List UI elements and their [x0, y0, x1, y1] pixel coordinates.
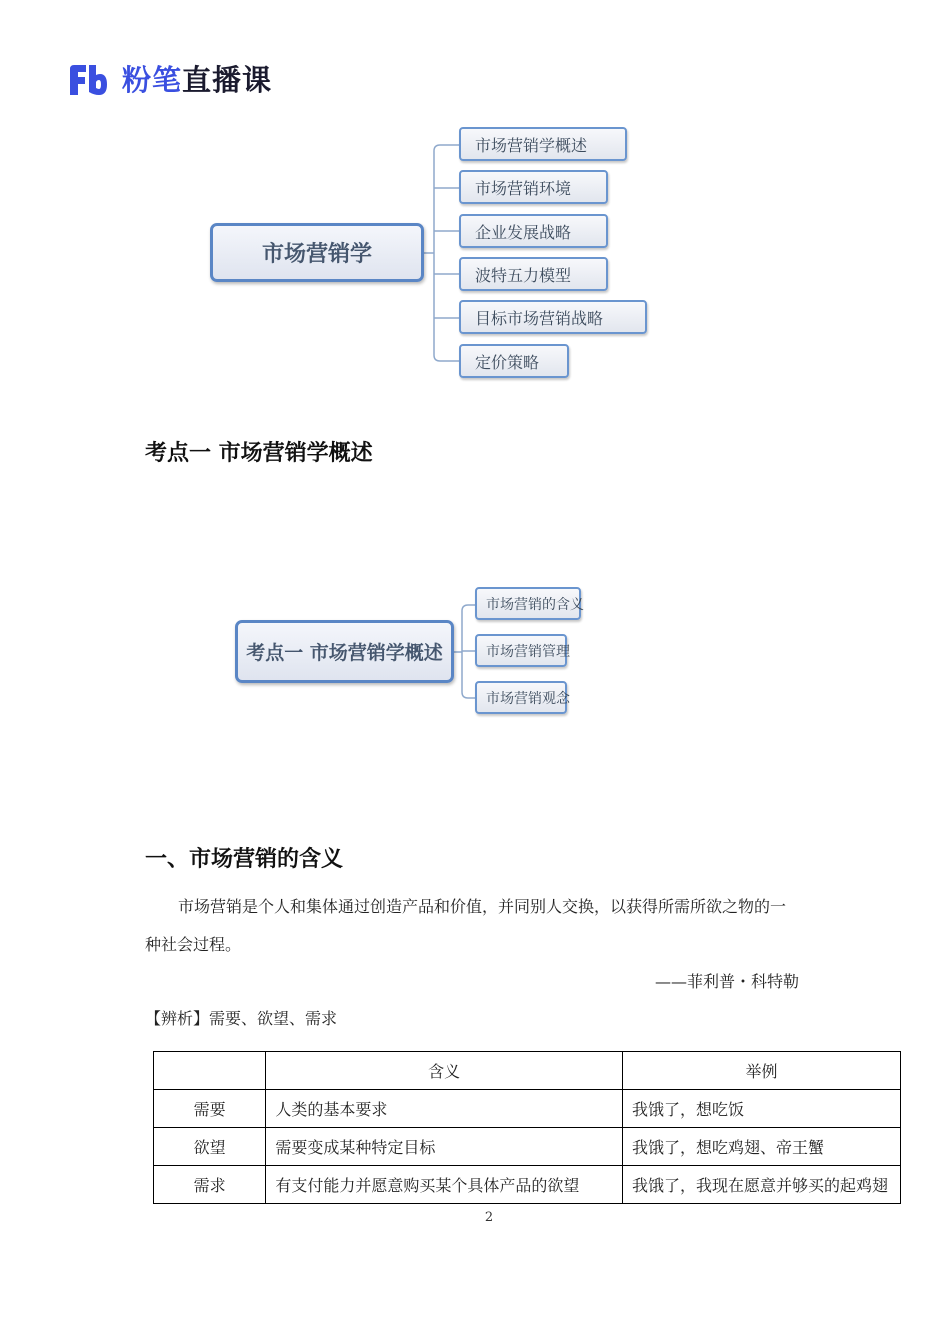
table-header-cell: 举例 — [623, 1052, 901, 1090]
table-header-row — [154, 1052, 901, 1090]
table-cell: 需求 — [154, 1166, 266, 1204]
table-cell: 欲望 — [154, 1128, 266, 1166]
table-row — [154, 1166, 901, 1204]
section1-heading: 考点一 市场营销学概述 — [145, 440, 373, 466]
mindmap1-node-five-forces: 波特五力模型 — [459, 257, 608, 291]
mindmap1-node-strategy: 企业发展战略 — [459, 214, 608, 248]
mindmap1-node-environment: 市场营销环境 — [459, 170, 608, 204]
table-cell: 需要变成某种特定目标 — [266, 1128, 623, 1166]
table-cell: 有支付能力并愿意购买某个具体产品的欲望 — [266, 1166, 623, 1204]
mindmap1-node-overview: 市场营销学概述 — [459, 127, 627, 161]
table-cell: 需要 — [154, 1090, 266, 1128]
definition-line1: 市场营销是个人和集体通过创造产品和价值，并同别人交换，以获得所需所欲之物的一 — [178, 897, 787, 916]
needs-wants-demands-table — [153, 1051, 901, 1204]
mindmap2-root: 考点一 市场营销学概述 — [235, 620, 454, 683]
mindmap1-node-target-market: 目标市场营销战略 — [459, 300, 647, 334]
table-cell: 我饿了，想吃鸡翅、帝王蟹 — [623, 1128, 901, 1166]
section2-heading: 一、市场营销的含义 — [145, 846, 344, 872]
table-row — [154, 1090, 901, 1128]
definition-line2: 种社会过程。 — [145, 935, 242, 954]
mindmap2-node-management: 市场营销管理 — [475, 634, 567, 667]
page-number: 2 — [484, 1210, 494, 1225]
mindmap1-root: 市场营销学 — [210, 223, 424, 282]
table-cell: 我饿了，想吃饭 — [623, 1090, 901, 1128]
attribution: ——菲利普・科特勒 — [655, 972, 800, 991]
table-header-cell — [154, 1052, 266, 1090]
table-row — [154, 1128, 901, 1166]
mindmap2-node-concept: 市场营销观念 — [475, 681, 567, 714]
table-cell: 我饿了，我现在愿意并够买的起鸡翅 — [623, 1166, 901, 1204]
analysis-label: 【辨析】需要、欲望、需求 — [145, 1009, 338, 1028]
brand-name-part2: 直播课 — [182, 63, 273, 97]
table-header-cell: 含义 — [266, 1052, 623, 1090]
table-cell: 人类的基本要求 — [266, 1090, 623, 1128]
mindmap1-node-pricing: 定价策略 — [459, 344, 569, 378]
brand-name-part1: 粉笔 — [122, 63, 183, 97]
mindmap2-node-meaning: 市场营销的含义 — [475, 587, 581, 620]
